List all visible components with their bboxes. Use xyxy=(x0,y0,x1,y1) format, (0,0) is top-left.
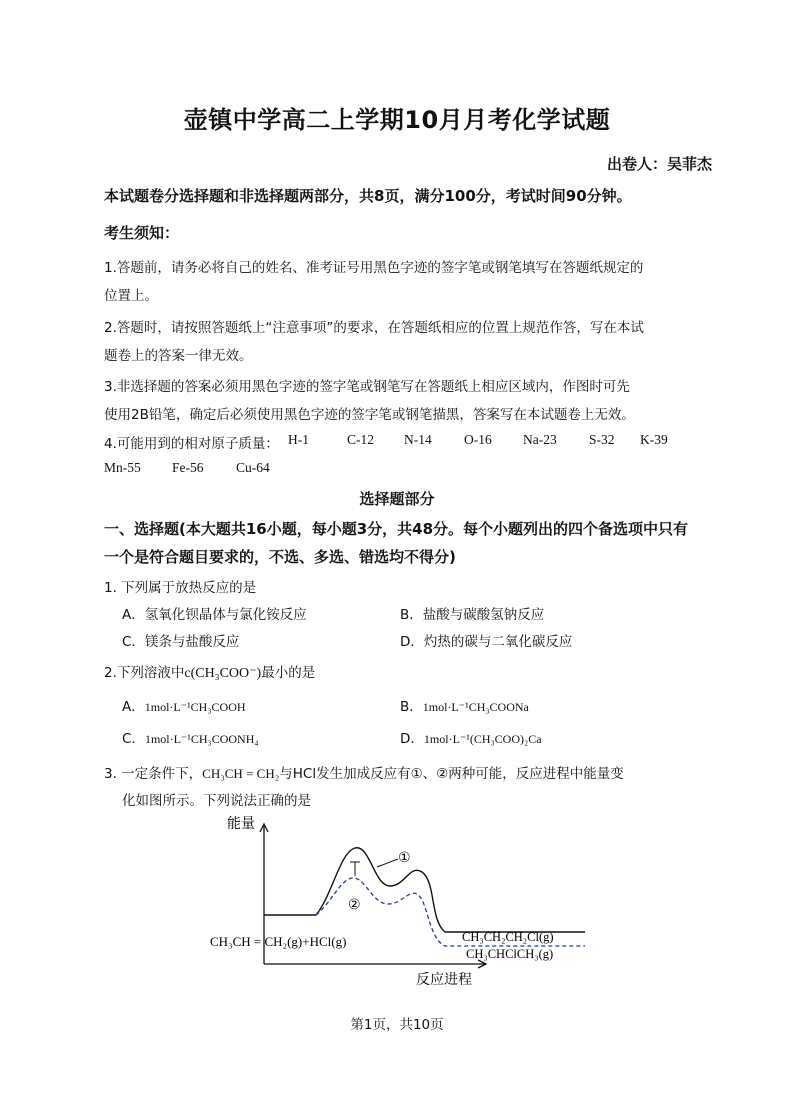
question-2-stem-post: 最小的是 xyxy=(261,665,316,681)
option-formula: 1mol·L⁻¹CH₃COONH₄ xyxy=(144,732,259,746)
notice-1-line-1: 1.答题前，请务必将自己的姓名、准考证号用黑色字迹的签字笔或钢笔填写在答题纸规定的 xyxy=(104,260,644,276)
question-3-stem-line-2: 化如图所示。下列说法正确的是 xyxy=(122,793,311,809)
option-label: C． xyxy=(122,731,145,747)
notice-2-line-2: 题卷上的答案一律无效。 xyxy=(104,348,253,364)
question-3-stem-pre: 3. 一定条件下， xyxy=(104,766,203,782)
question-3-stem-mid: 与HCl发生加成反应有①、②两种可能，反应进程中能量变 xyxy=(279,766,624,782)
atomic-mass: K-39 xyxy=(640,432,668,447)
option-formula: 1mol·L⁻¹(CH₃COO)₂Ca xyxy=(423,732,542,746)
question-1-option-a: A．氢氧化钡晶体与氯化铵反应 xyxy=(122,607,307,623)
notice-2-line-1: 2.答题时，请按照答题纸上“注意事项”的要求，在答题纸相应的位置上规范作答，写在本试 xyxy=(104,320,644,336)
pathway-1-label: ① xyxy=(398,850,411,866)
atomic-mass: C-12 xyxy=(347,432,374,447)
option-label: A． xyxy=(122,699,145,715)
question-2-option-d xyxy=(400,727,542,747)
page-title: 壶镇中学高二上学期10月月考化学试题 xyxy=(183,106,611,134)
exam-intro: 本试题卷分选择题和非选择题两部分，共8页，满分100分，考试时间90分钟。 xyxy=(104,187,632,205)
option-formula: 1mol·L⁻¹CH₃COONa xyxy=(422,700,529,714)
y-axis-label: 能量 xyxy=(227,816,255,832)
atomic-mass: N-14 xyxy=(404,432,432,447)
question-1-option-c: C．镁条与盐酸反应 xyxy=(122,634,240,650)
question-3-stem-formula: CH₃CH = CH₂ xyxy=(202,766,280,781)
notice-title: 考生须知： xyxy=(104,224,180,242)
notice-3-line-2: 使用2B铅笔，确定后必须使用黑色字迹的签字笔或钢笔描黑，答案写在本试题卷上无效。 xyxy=(104,407,635,423)
reactant-label: CH₃CH = CH₂(g)+HCl(g) xyxy=(210,934,347,949)
atomic-mass: Mn-55 xyxy=(104,460,141,475)
pathway-2-label: ② xyxy=(348,897,361,913)
author-line: 出卷人：吴菲杰 xyxy=(606,155,712,173)
page-footer: 第1页，共10页 xyxy=(350,1017,444,1033)
energy-profile-diagram xyxy=(200,812,600,992)
question-2-option-c xyxy=(122,727,259,747)
product-1-label: CH₃CH₂CH₂Cl(g) xyxy=(462,930,554,944)
question-2-stem xyxy=(104,661,315,682)
x-axis-label: 反应进程 xyxy=(416,972,472,988)
notice-3-line-1: 3.非选择题的答案必须用黑色字迹的签字笔或钢笔写在答题纸上相应区域内，作图时可先 xyxy=(104,379,630,395)
atomic-mass: Na-23 xyxy=(523,432,557,447)
question-1-option-d: D．灼热的碳与二氧化碳反应 xyxy=(400,634,573,650)
atomic-mass: S-32 xyxy=(589,432,615,447)
question-1-stem: 1. 下列属于放热反应的是 xyxy=(104,580,257,596)
section-1-heading-line-2: 一个是符合题目要求的，不选、多选、错选均不得分) xyxy=(104,548,456,566)
pathway-1-leader xyxy=(377,859,398,867)
atomic-mass: Fe-56 xyxy=(172,460,204,475)
option-label: B． xyxy=(400,699,423,715)
atomic-mass: Cu-64 xyxy=(236,460,270,475)
question-1-option-b: B．盐酸与碳酸氢钠反应 xyxy=(400,607,545,623)
section-title: 选择题部分 xyxy=(359,490,435,508)
notice-1-line-2: 位置上。 xyxy=(104,288,158,304)
notice-4-label: 4.可能用到的相对原子质量： xyxy=(104,436,279,452)
option-label: D． xyxy=(400,731,424,747)
product-2-label: CH₃CHClCH₃(g) xyxy=(466,947,554,961)
option-formula: 1mol·L⁻¹CH₃COOH xyxy=(144,700,246,714)
question-2-stem-formula: c(CH₃COO⁻) xyxy=(184,666,262,681)
question-2-stem-pre: 2.下列溶液中 xyxy=(104,665,185,681)
atomic-mass: O-16 xyxy=(464,432,492,447)
section-1-heading-line-1: 一、选择题(本大题共16小题，每小题3分，共48分。每个小题列出的四个备选项中只有 xyxy=(104,520,689,538)
question-2-option-a xyxy=(122,695,246,715)
question-2-option-b xyxy=(400,695,529,715)
atomic-mass: H-1 xyxy=(288,432,309,447)
question-3-stem-line-1 xyxy=(104,762,624,782)
pathway-1-curve xyxy=(264,848,585,932)
